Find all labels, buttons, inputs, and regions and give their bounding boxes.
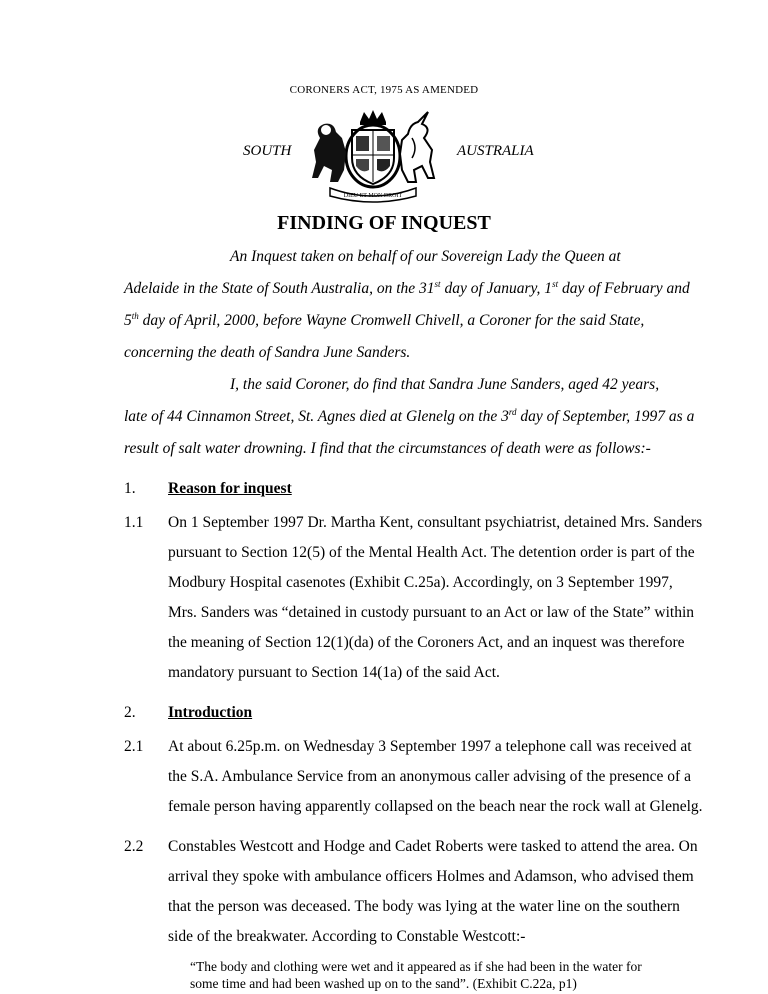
para-2-2-line: that the person was deceased. The body was lying at the water line on the southern: [168, 898, 680, 915]
para-1-1-line: On 1 September 1997 Dr. Martha Kent, consultant psychiatrist, detained Mrs. Sanders: [168, 514, 703, 531]
para-2-1-line: At about 6.25p.m. on Wednesday 3 September 1997 a telephone call was received at: [168, 738, 692, 755]
quote-line: some time and had been washed up on to the sand”. (Exhibit C.22a, p1): [190, 976, 577, 991]
intro-line-2: Adelaide in the State of South Australia, on the 31st day of January, 1st day of February and: [124, 278, 690, 297]
intro-line-6: late of 44 Cinnamon Street, St. Agnes died at Glenelg on the 3rd day of September, 1997 as a: [124, 406, 695, 425]
para-1-1-line: mandatory pursuant to Section 14(1a) of the said Act.: [168, 664, 500, 681]
para-1-1-number: 1.1: [124, 514, 144, 531]
section-1-heading: Reason for inquest: [168, 480, 292, 497]
para-2-1-number: 2.1: [124, 738, 144, 755]
intro-line-1: An Inquest taken on behalf of our Sovereign Lady the Queen at: [230, 248, 621, 265]
para-2-2-line: arrival they spoke with ambulance officers Holmes and Adamson, who advised them: [168, 868, 694, 885]
coat-of-arms-crest: [300, 108, 446, 204]
para-2-1-line: the S.A. Ambulance Service from an anonymous caller advising of the presence of a: [168, 768, 691, 785]
para-2-2-number: 2.2: [124, 838, 144, 855]
page-title: FINDING OF INQUEST: [277, 212, 491, 234]
para-1-1-line: Mrs. Sanders was “detained in custody pursuant to an Act or law of the State” within: [168, 604, 695, 621]
quote-line: “The body and clothing were wet and it appeared as if she had been in the water for: [190, 959, 642, 974]
section-1-number: 1.: [124, 480, 136, 497]
state-label-south: SOUTH: [243, 143, 292, 159]
state-label-australia: AUSTRALIA: [457, 143, 534, 159]
para-2-1-line: female person having apparently collapsed on the beach near the rock wall at Glenelg.: [168, 798, 703, 815]
act-header: CORONERS ACT, 1975 AS AMENDED: [289, 84, 479, 96]
section-2-heading: Introduction: [168, 704, 253, 721]
para-1-1-line: pursuant to Section 12(5) of the Mental Health Act. The detention order is part of the: [168, 544, 695, 561]
crest-motto: DIEU ET MON DROIT: [343, 193, 403, 199]
intro-line-7: result of salt water drowning. I find that the circumstances of death were as follows:-: [124, 440, 651, 457]
intro-line-4: concerning the death of Sandra June Sanders.: [124, 344, 411, 361]
para-1-1-line: the meaning of Section 12(1)(da) of the Coroners Act, and an inquest was therefore: [168, 634, 685, 651]
para-2-2-line: side of the breakwater. According to Constable Westcott:-: [168, 928, 526, 945]
intro-line-3: 5th day of April, 2000, before Wayne Cromwell Chivell, a Coroner for the said State,: [124, 310, 645, 329]
para-1-1-line: Modbury Hospital casenotes (Exhibit C.25a). Accordingly, on 3 September 1997,: [168, 574, 673, 591]
section-2-number: 2.: [124, 704, 136, 721]
intro-line-5: I, the said Coroner, do find that Sandra June Sanders, aged 42 years,: [230, 376, 660, 393]
para-2-2-line: Constables Westcott and Hodge and Cadet Roberts were tasked to attend the area. On: [168, 838, 698, 855]
